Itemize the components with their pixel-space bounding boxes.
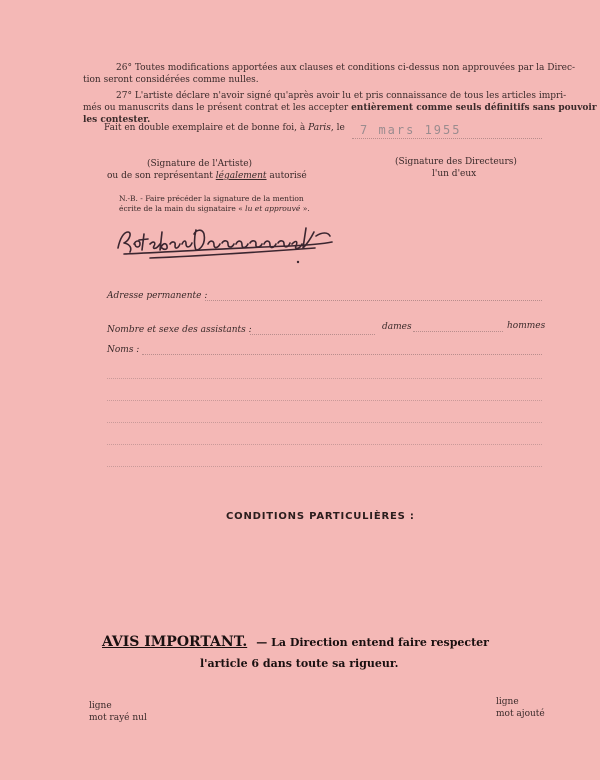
- address-field-line[interactable]: [205, 300, 542, 301]
- address-label: Adresse permanente :: [107, 291, 208, 301]
- directors-signature-label: (Signature des Directeurs): [395, 157, 517, 167]
- artist-rep-end: autorisé: [266, 171, 307, 181]
- clause-26-line2: tion seront considérées comme nulles.: [83, 75, 259, 85]
- noms-line-6[interactable]: [107, 466, 542, 467]
- date-dotted-line: [352, 138, 542, 139]
- clause-27-line2-text: més ou manuscrits dans le présent contrat et les accepter: [83, 103, 352, 113]
- noms-line-2[interactable]: [107, 378, 542, 379]
- artist-signature-label: (Signature de l'Artiste): [147, 159, 253, 169]
- nb-line2-end: ».: [300, 204, 310, 213]
- noms-line-4[interactable]: [107, 422, 542, 423]
- artist-rep-italic: légalement: [215, 171, 267, 181]
- hommes-label: hommes: [507, 321, 546, 331]
- noms-line-3[interactable]: [107, 400, 542, 401]
- notice-title: AVIS IMPORTANT.: [102, 634, 248, 650]
- notice-line1-rest: — La Direction entend faire respecter: [256, 636, 489, 649]
- noms-field-line[interactable]: [142, 354, 542, 355]
- artist-handwritten-signature: [110, 210, 345, 268]
- footer-right-line2: mot ajouté: [496, 709, 545, 719]
- directors-sub-label: l'un d'eux: [432, 169, 477, 179]
- attendees-label: Nombre et sexe des assistants :: [107, 325, 252, 335]
- made-in-city: Paris: [308, 123, 331, 133]
- artist-representative-line: [107, 170, 307, 182]
- clause-27-line2: [83, 102, 597, 114]
- nb-line2-start: écrite de la main du signataire «: [119, 204, 246, 213]
- footer-left-line2: mot rayé nul: [89, 713, 147, 723]
- made-in-le: , le: [330, 123, 345, 133]
- clause-27-line2-bold: entièrement comme seuls définitifs sans pouvoir: [351, 103, 597, 113]
- notice-line2: l'article 6 dans toute sa rigueur.: [200, 657, 399, 670]
- noms-label: Noms :: [107, 345, 140, 355]
- artist-rep-start: ou de son représentant: [107, 171, 216, 181]
- clause-26-line1: 26° Toutes modifications apportées aux clauses et conditions ci-dessus non approuvées par la Direc-: [116, 63, 576, 73]
- notice-line1: [102, 631, 489, 650]
- made-in-prefix: Fait en double exemplaire et de bonne foi, à: [104, 123, 309, 133]
- noms-line-5[interactable]: [107, 444, 542, 445]
- dames-label: dames: [382, 322, 412, 332]
- attendees-field-line[interactable]: [250, 334, 375, 335]
- footer-left-line1: ligne: [89, 701, 112, 711]
- conditions-title: CONDITIONS PARTICULIÈRES :: [226, 511, 415, 522]
- made-in-line: [104, 122, 345, 134]
- nb-line2-italic: lu et approuvé: [245, 204, 301, 213]
- clause-27-line3: les contester.: [83, 115, 151, 125]
- clause-27-line1: 27° L'artiste déclare n'avoir signé qu'après avoir lu et pris connaissance de tous les articles impri-: [116, 91, 567, 101]
- nb-line1: N.-B. - Faire précéder la signature de la mention: [119, 194, 304, 203]
- footer-right-line1: ligne: [496, 697, 519, 707]
- dames-field-line[interactable]: [413, 331, 503, 332]
- stamped-date: 7 mars 1955: [360, 123, 462, 137]
